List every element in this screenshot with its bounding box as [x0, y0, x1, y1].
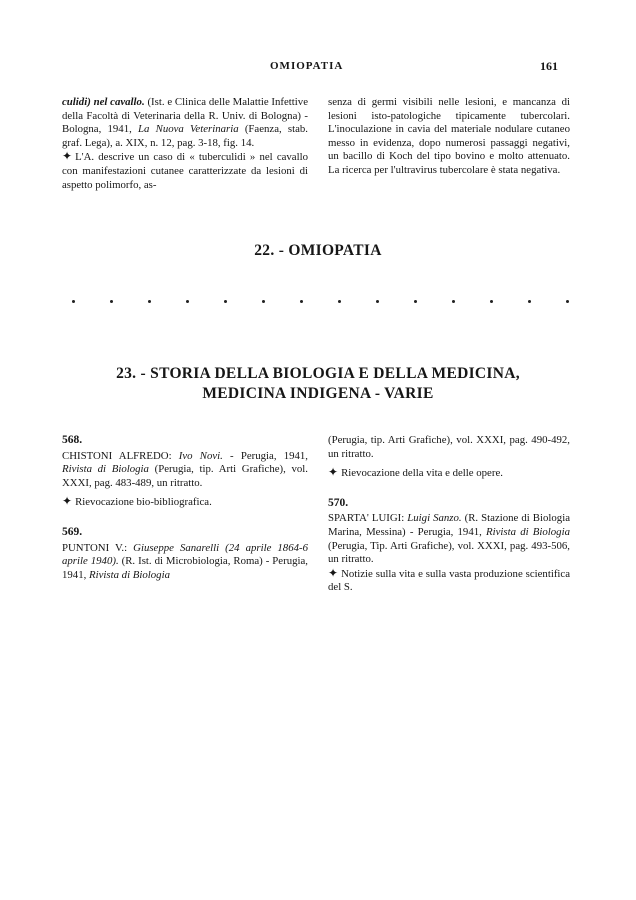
entry-place: (R. Ist. di Microbiologia, Roma) - Perugia, 1941,	[62, 555, 308, 581]
separator-dot	[566, 300, 569, 303]
section-22-title: 22. - OMIOPATIA	[254, 242, 382, 259]
entry-place: (R. Stazione di Biologia Marina, Messina) - Perugia, 1941,	[328, 512, 570, 538]
section-23-title-line1: 23. - STORIA DELLA BIOLOGIA E DELLA MEDICINA,	[116, 365, 520, 382]
separator-dot	[262, 300, 265, 303]
bottom-right-column	[328, 434, 570, 611]
entry-number: 570.	[328, 496, 349, 509]
entry-note	[62, 495, 308, 510]
top-left-column	[62, 96, 308, 192]
entry-note-text: Rievocazione della vita e delle opere.	[341, 467, 503, 480]
running-head: OMIOPATIA	[270, 60, 344, 72]
entry-569	[62, 526, 308, 582]
entry-note-text: Rievocazione bio-bibliografica.	[75, 496, 212, 509]
continued-note	[62, 150, 308, 192]
bullet-star-icon: ✦	[328, 465, 339, 480]
dotted-separator	[72, 296, 572, 308]
entry-tail: (Perugia, tip. Arti Grafiche), vol. XXXI, pag. 483-489, un ritratto.	[62, 463, 308, 489]
separator-dot	[224, 300, 227, 303]
entry-author: SPARTA' LUIGI:	[328, 512, 408, 525]
entry-journal: Rivista di Biologia	[62, 463, 149, 476]
separator-dot	[338, 300, 341, 303]
entry-title: Ivo Novi.	[178, 449, 223, 462]
continued-title: culidi) nel cavallo.	[62, 96, 145, 108]
continued-citation: (Ist. e Clinica delle Malattie Infettive della Facoltà di Veterinaria della R. Univ. di Bologna) - Bologna, 1941,	[62, 96, 308, 136]
bullet-star-icon: ✦	[62, 494, 73, 509]
entry-number: 568.	[62, 434, 83, 446]
entry-citation	[328, 512, 570, 566]
bottom-left-column	[62, 434, 308, 598]
entry-citation	[62, 450, 308, 491]
entry-title: Giuseppe Sanarelli (24 aprile 1864-6 aprile 1940).	[62, 541, 308, 568]
continued-note-text: L'A. descrive un caso di « tuberculidi » nel cavallo con manifestazioni cutanee caratterizzate da lesioni di aspetto polimorfo, as-	[62, 151, 308, 191]
entry-title: Luigi Sanzo.	[407, 512, 462, 525]
entry-journal: Rivista di Biologia	[89, 568, 170, 581]
entry-570	[328, 497, 570, 595]
continued-entry	[62, 96, 308, 150]
entry-journal: Rivista di Biologia	[486, 525, 570, 538]
entry-citation	[62, 542, 308, 583]
entry-note	[328, 567, 570, 595]
entry-note	[328, 466, 570, 481]
separator-dot	[414, 300, 417, 303]
separator-dot	[376, 300, 379, 303]
separator-dot	[490, 300, 493, 303]
separator-dot	[110, 300, 113, 303]
entry-note-text: Notizie sulla vita e sulla vasta produzione scientifica del S.	[328, 567, 570, 594]
separator-dot	[186, 300, 189, 303]
separator-dot	[452, 300, 455, 303]
top-right-column	[328, 96, 570, 178]
entry-place: - Perugia, 1941,	[222, 449, 309, 462]
continued-tail: (Faenza, stab. graf. Lega), a. XIX, n. 12, pag. 3-18, fig. 14.	[62, 123, 309, 149]
entry-number: 569.	[62, 525, 83, 538]
section-23-title-line2: MEDICINA INDIGENA - VARIE	[202, 385, 434, 402]
bullet-star-icon: ✦	[62, 149, 73, 164]
separator-dot	[300, 300, 303, 303]
entry-568	[62, 434, 308, 510]
entry-author: PUNTONI V.:	[62, 541, 134, 554]
bullet-star-icon: ✦	[328, 565, 339, 580]
entry-tail: (Perugia, Tip. Arti Grafiche), vol. XXXI, pag. 493-506, un ritratto.	[328, 539, 570, 566]
continued-note-tail: senza di germi visibili nelle lesioni, e mancanza di lesioni isto-patologiche tipicamente tubercolari. L'inoculazione in cavia del materiale nodulare cutaneo messo in evidenza, dopo numerosi passaggi negativi, un bacillo di Koch del tipo bovino e molto attenuato. La ricerca per l'ultravirus tubercolare è stata negativa.	[328, 96, 570, 176]
separator-dot	[148, 300, 151, 303]
entry-author: CHISTONI ALFREDO:	[62, 449, 179, 462]
entry-citation-tail: (Perugia, tip. Arti Grafiche), vol. XXXI, pag. 490-492, un ritratto.	[328, 434, 570, 460]
entry-569-continued	[328, 434, 570, 481]
separator-dot	[72, 300, 75, 303]
separator-dot	[528, 300, 531, 303]
page-header	[0, 60, 636, 80]
page-number: 161	[540, 59, 558, 73]
continued-journal: La Nuova Veterinaria	[138, 123, 239, 136]
